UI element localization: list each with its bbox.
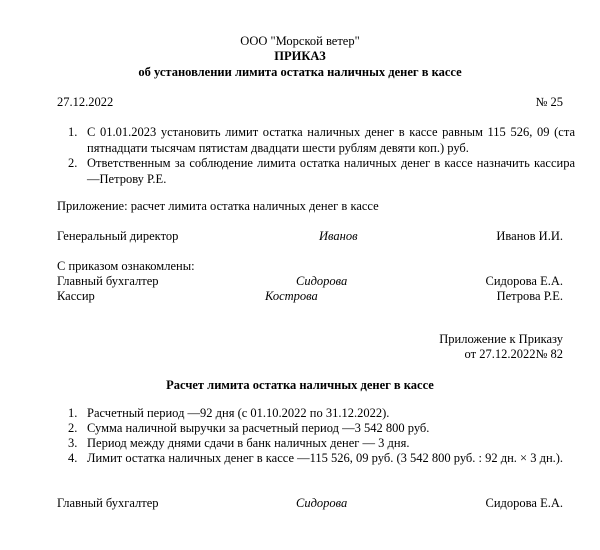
- appendix-ref-line1: Приложение к Приказу: [439, 332, 563, 346]
- appendix-title: Расчет лимита остатка наличных денег в кассе: [166, 378, 434, 392]
- order-date: 27.12.2022: [57, 95, 114, 109]
- director-signature: Иванов: [319, 229, 358, 243]
- calc-item-text: Расчетный период —92 дня (с 01.10.2022 по 31.12.2022).: [87, 406, 390, 420]
- calc-item: [60, 405, 575, 421]
- appendix-signer-signature: Сидорова: [296, 496, 348, 510]
- order-item: [60, 124, 575, 158]
- calc-item: [60, 420, 575, 436]
- document-type: ПРИКАЗ: [274, 49, 326, 63]
- document-subject: об установлении лимита остатка наличных денег в кассе: [138, 65, 462, 79]
- calc-item-number: 1.: [68, 406, 78, 420]
- appendix-signer-name: Сидорова Е.А.: [485, 496, 563, 510]
- calc-item-number: 3.: [68, 436, 78, 450]
- attachment-line: Приложение: расчет лимита остатка наличных денег в кассе: [57, 199, 379, 213]
- order-number: № 25: [535, 95, 563, 109]
- calc-item-text: Лимит остатка наличных денег в кассе —115 526, 09 руб. (3 542 800 руб. : 92 дн. × 3 дн.).: [87, 451, 564, 465]
- calc-item-number: 2.: [68, 421, 78, 435]
- appendix-ref-line2: от 27.12.2022№ 82: [464, 347, 563, 361]
- calc-item-number: 4.: [68, 451, 78, 465]
- signer-name: Сидорова Е.А.: [485, 274, 563, 288]
- calc-item-text: Период между днями сдачи в банк наличных денег — 3 дня.: [87, 436, 410, 450]
- order-item-text: Ответственным за соблюдение лимита остатка наличных денег в кассе назначить кассира —Петрову Р.Е.: [87, 156, 575, 186]
- signer-title: Кассир: [57, 289, 95, 303]
- company-name: ООО "Морской ветер": [240, 34, 360, 48]
- signer-signature: Сидорова: [296, 274, 348, 288]
- appendix-signer-title: Главный бухгалтер: [57, 496, 159, 510]
- signer-title: Главный бухгалтер: [57, 274, 159, 288]
- order-item-number: 1.: [68, 125, 78, 139]
- director-title: Генеральный директор: [57, 229, 179, 243]
- signer-signature: Кострова: [265, 289, 318, 303]
- calc-item: [60, 435, 575, 451]
- director-name: Иванов И.И.: [496, 229, 563, 243]
- calc-item: [60, 450, 575, 484]
- acquainted-heading: С приказом ознакомлены:: [57, 259, 195, 273]
- calc-item-text: Сумма наличной выручки за расчетный период —3 542 800 руб.: [87, 421, 430, 435]
- order-item: [60, 155, 575, 189]
- order-item-text: С 01.01.2023 установить лимит остатка наличных денег в кассе равным 115 526, 09 (ста пятнадцати тысячам пятистам двадцати шести рублям девяти коп.) руб.: [87, 125, 575, 155]
- signer-name: Петрова Р.Е.: [496, 289, 563, 303]
- order-item-number: 2.: [68, 156, 78, 170]
